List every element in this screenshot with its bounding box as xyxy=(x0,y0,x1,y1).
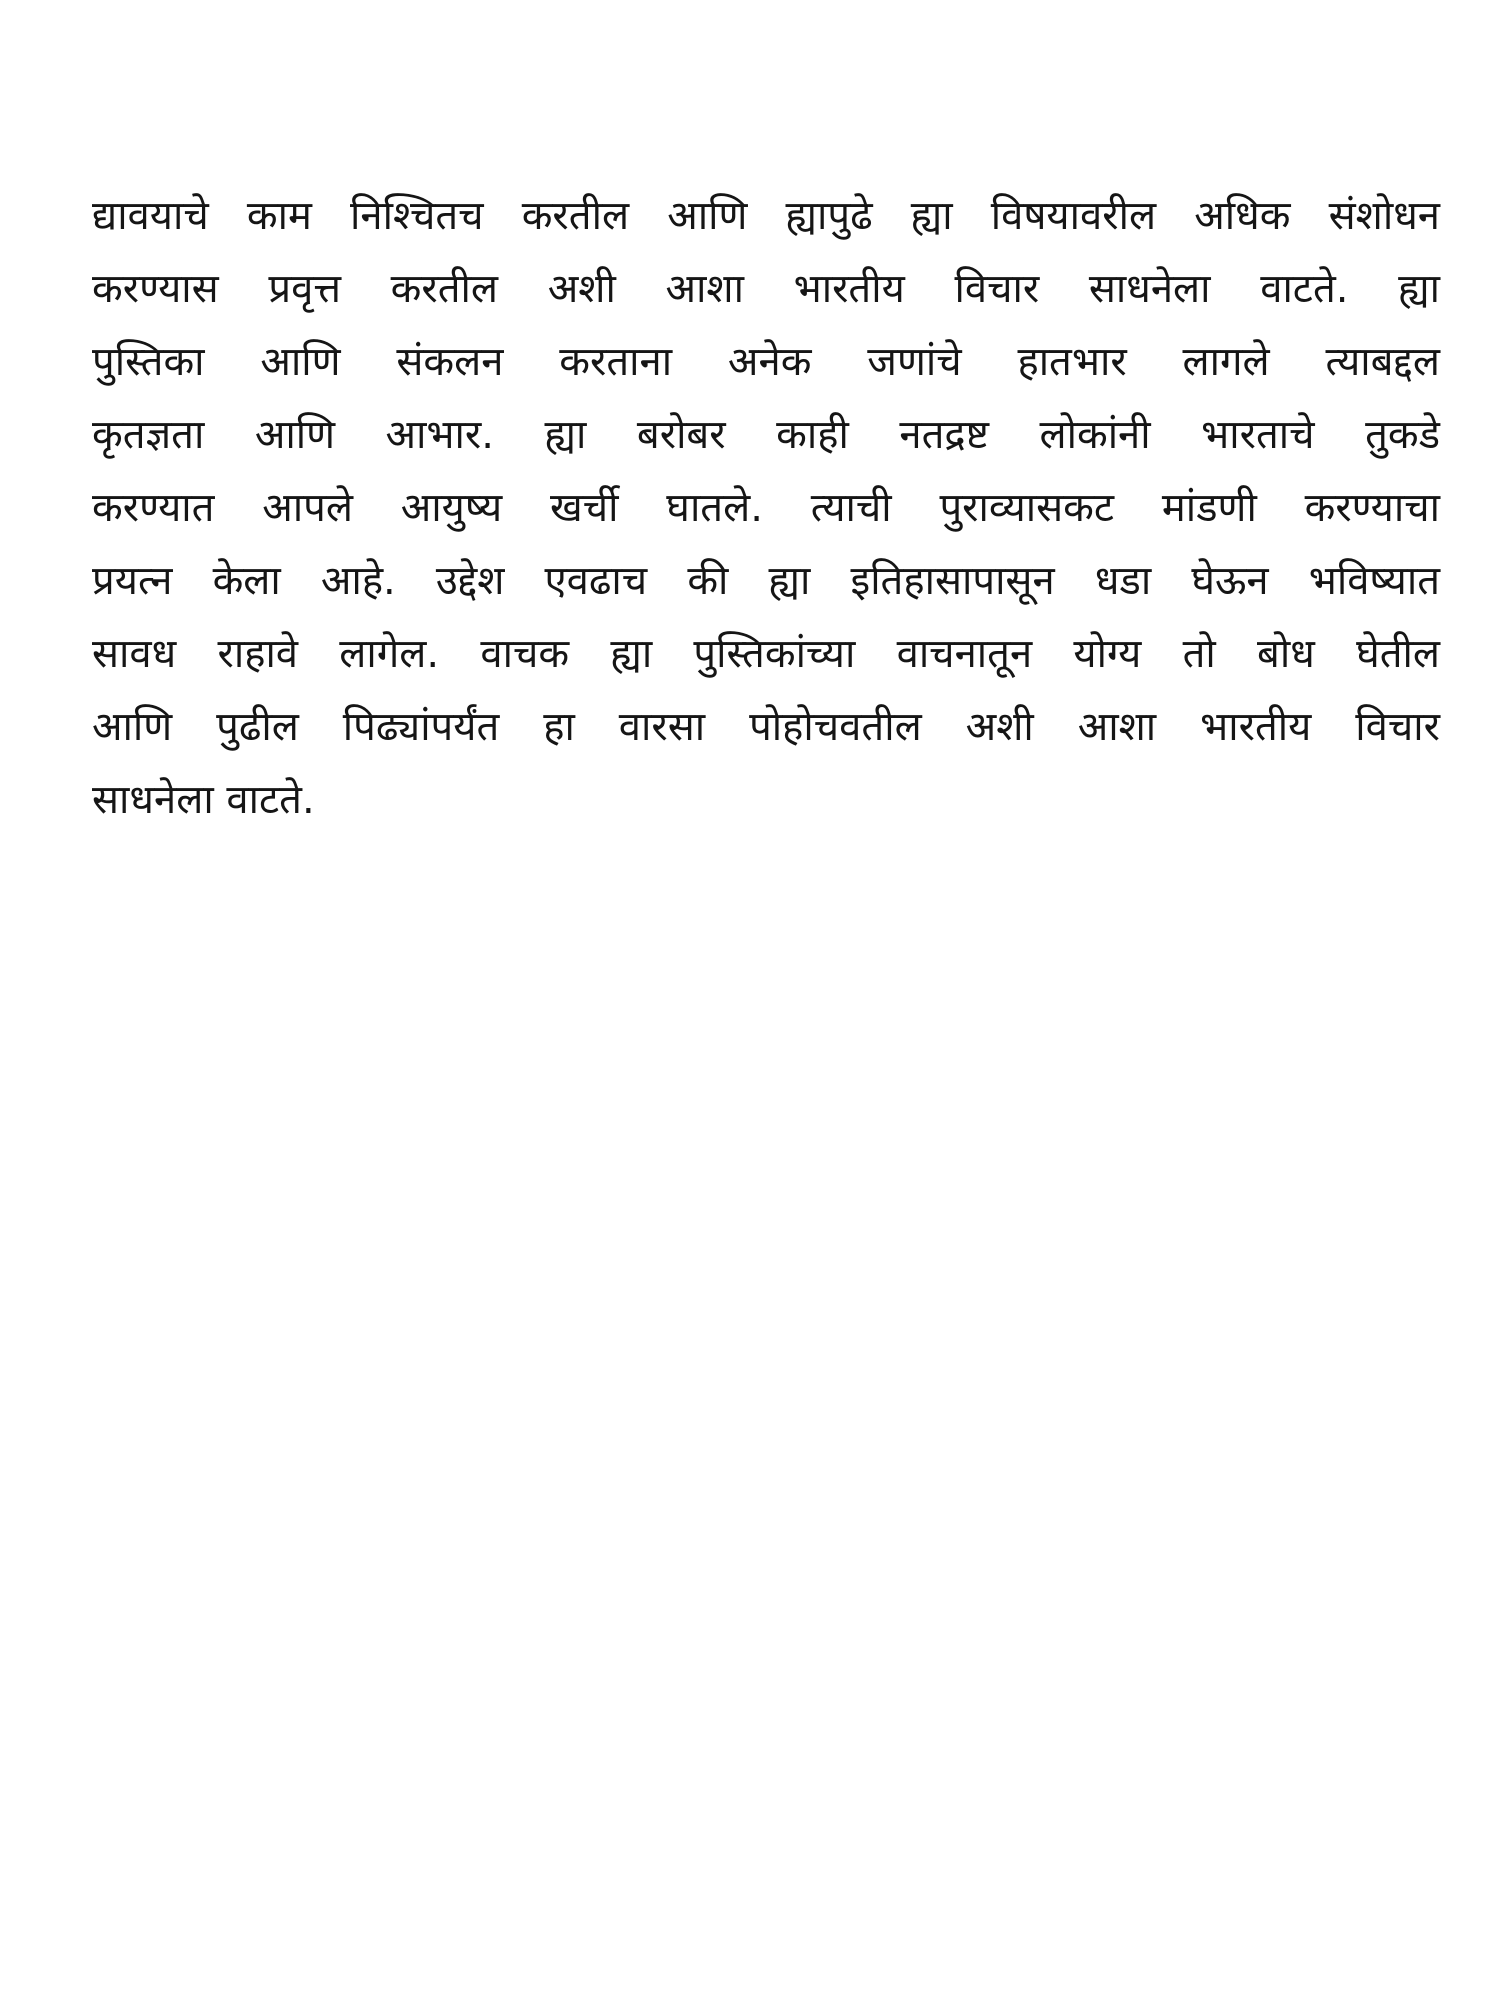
text-line: आणि पुढील पिढ्यांपर्यंत हा वारसा पोहोचवतील अशी आशा भारतीय विचार xyxy=(92,704,1440,750)
text-line: साधनेला वाटते. xyxy=(92,777,315,823)
text-line: करण्यात आपले आयुष्य खर्ची घातले. त्याची पुराव्यासकट मांडणी करण्याचा xyxy=(92,485,1440,531)
text-line: प्रयत्न केला आहे. उद्देश एवढाच की ह्या इतिहासापासून धडा घेऊन भविष्यात xyxy=(92,558,1440,604)
text-line: द्यावयाचे काम निश्चितच करतील आणि ह्यापुढे ह्या विषयावरील अधिक संशोधन xyxy=(92,193,1440,239)
text-line: पुस्तिका आणि संकलन करताना अनेक जणांचे हातभार लागले त्याबद्दल xyxy=(92,339,1440,385)
text-line: सावध राहावे लागेल. वाचक ह्या पुस्तिकांच्या वाचनातून योग्य तो बोध घेतील xyxy=(92,631,1440,677)
text-line: करण्यास प्रवृत्त करतील अशी आशा भारतीय विचार साधनेला वाटते. ह्या xyxy=(92,266,1440,312)
body-paragraph xyxy=(92,180,1440,837)
text-line: कृतज्ञता आणि आभार. ह्या बरोबर काही नतद्रष्ट लोकांनी भारताचे तुकडे xyxy=(92,412,1440,458)
